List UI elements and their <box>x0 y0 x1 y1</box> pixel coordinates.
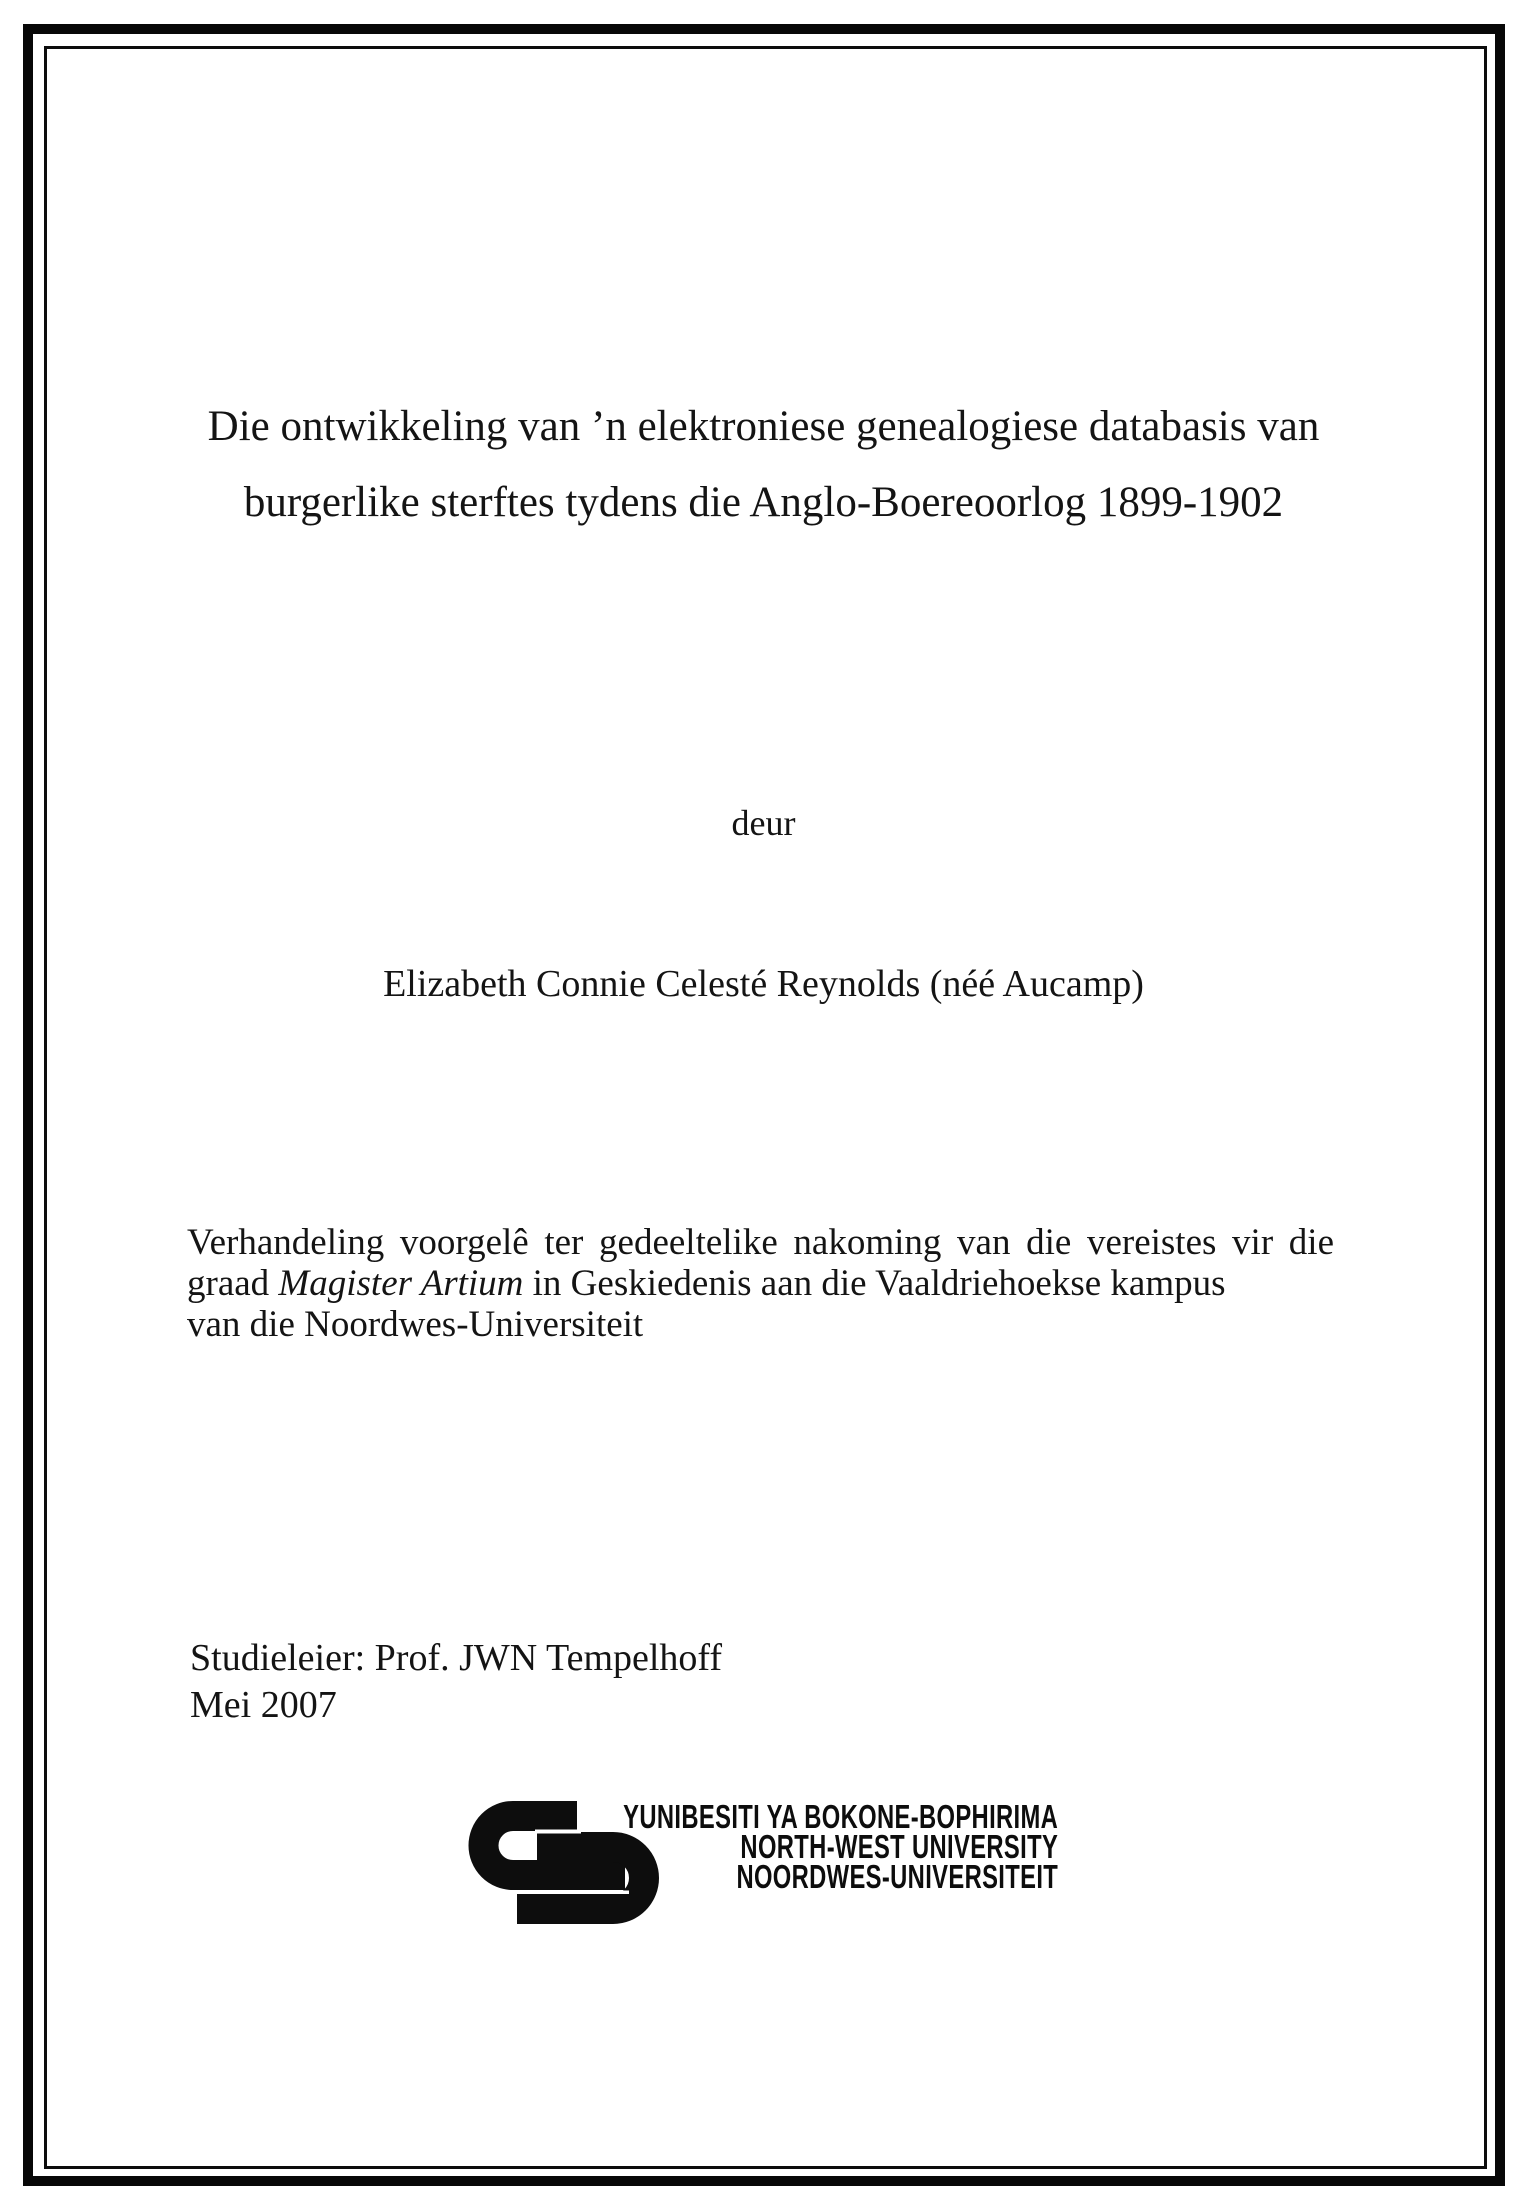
statement-line-2 <box>187 1263 1334 1304</box>
statement-line-3: van die Noordwes-Universiteit <box>187 1304 644 1345</box>
supervisor-line: Studieleier: Prof. JWN Tempelhoff <box>190 1637 723 1679</box>
title-line-2: burgerlike sterftes tydens die Anglo-Boereoorlog 1899-1902 <box>243 479 1284 526</box>
date-line: Mei 2007 <box>190 1684 337 1726</box>
statement-line-1: Verhandeling voorgelê ter gedeeltelike nakoming van die vereistes vir die <box>187 1222 1334 1263</box>
supervisor-block <box>190 1635 722 1729</box>
nwu-logo-wordmark <box>454 1798 1058 1895</box>
page-border-outer <box>23 24 1505 2186</box>
page-border-inner <box>44 46 1487 2169</box>
logo-text-line-1: YUNIBESITI YA BOKONE-BOPHIRIMA <box>622 1798 1058 1835</box>
thesis-title <box>110 389 1417 541</box>
logo-text-line-2: NORTH-WEST UNIVERSITY <box>740 1828 1058 1865</box>
author-name: Elizabeth Connie Celesté Reynolds (néé Aucamp) <box>383 963 1144 1005</box>
nwu-logo-mark-icon <box>467 1801 663 1925</box>
title-line-1: Die ontwikkeling van ’n elektroniese genealogiese databasis van <box>207 403 1320 450</box>
degree-name-italic: Magister Artium <box>278 1263 524 1304</box>
statement-line-2-post: in Geskiedenis aan die Vaaldriehoekse kampus <box>523 1263 1226 1304</box>
logo-text-line-3: NOORDWES-UNIVERSITEIT <box>736 1858 1058 1895</box>
statement-line-2-pre: graad <box>187 1263 279 1304</box>
byline-deur: deur <box>731 803 796 843</box>
submission-statement <box>187 1222 1334 1345</box>
